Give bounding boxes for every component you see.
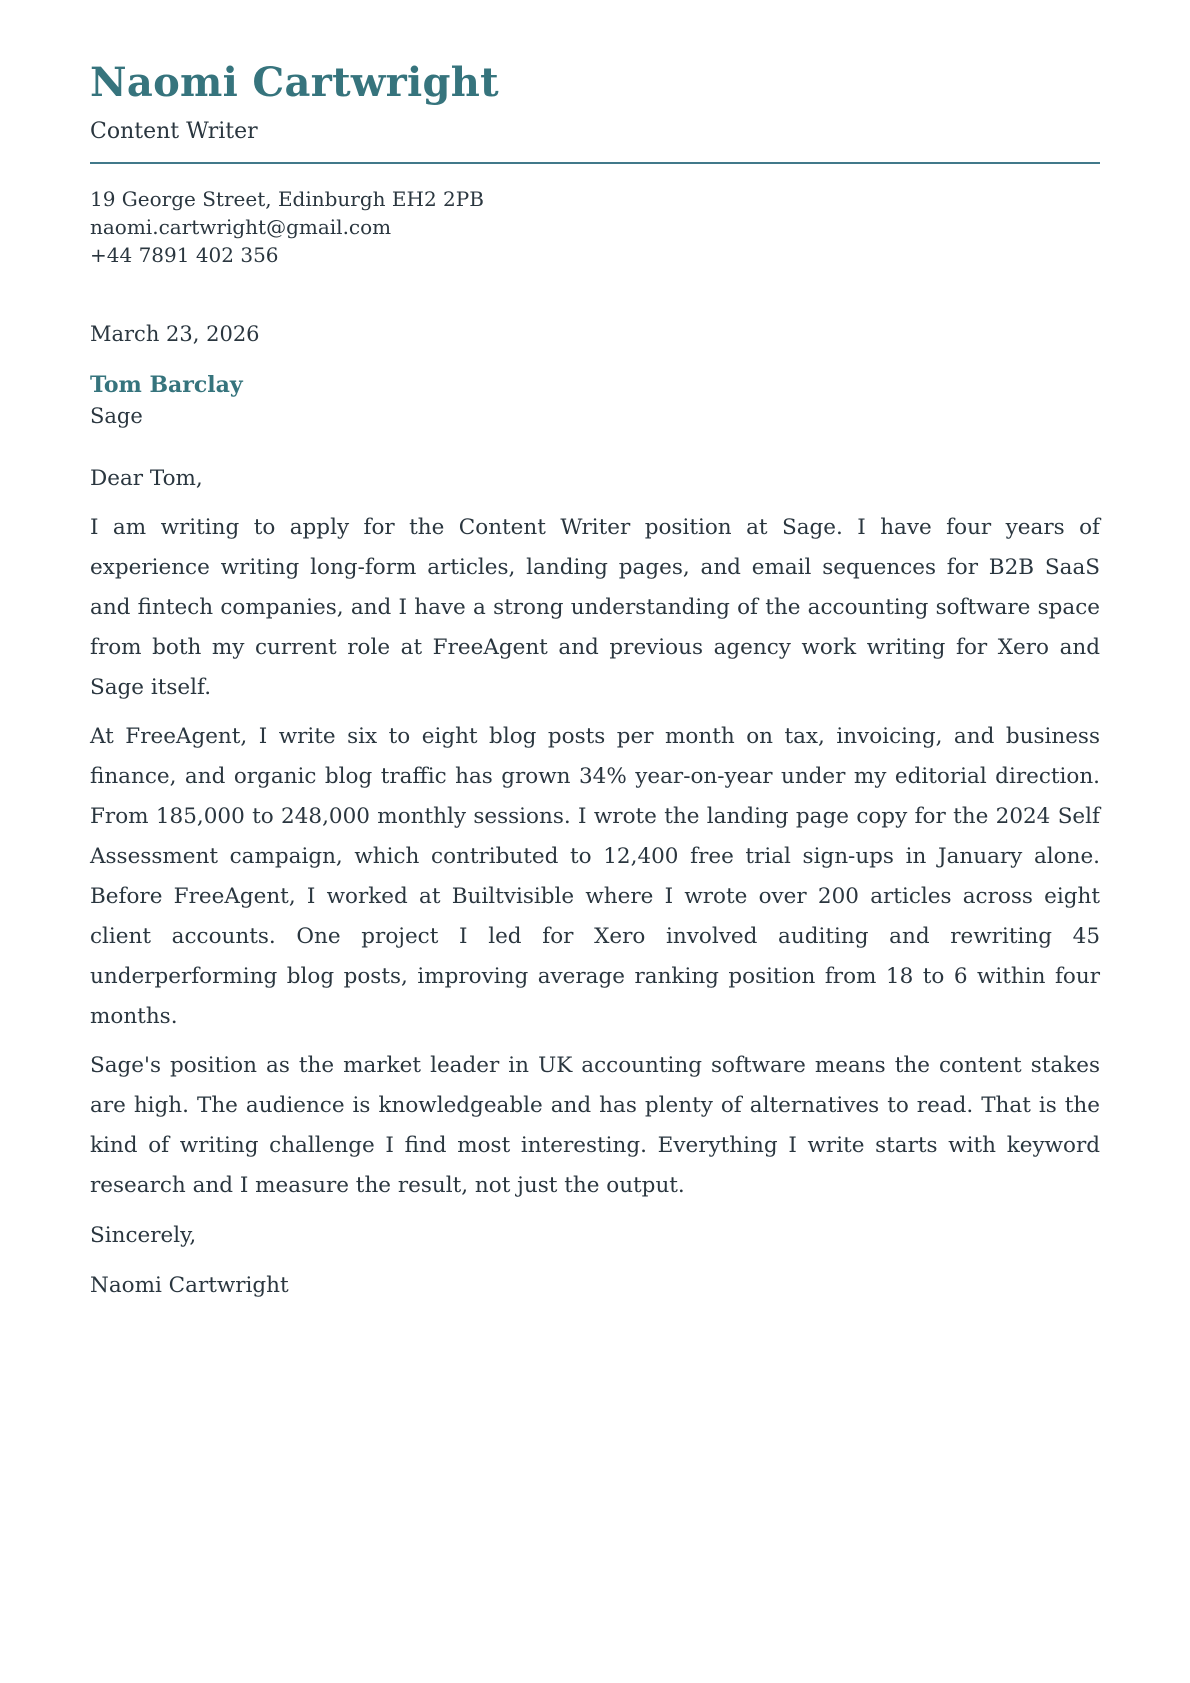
recipient-company: Sage (90, 404, 143, 428)
contact-block (90, 185, 1100, 269)
body-paragraph-1: I am writing to apply for the Content Writer position at Sage. I have four years of experience writing long-form articles, landing pages, and email sequences for B2B SaaS and fintech companies, and I have a strong understanding of the accounting software space from both my current role at FreeAgent and previous agency work writing for Xero and Sage itself. (90, 515, 1100, 700)
contact-phone: +44 7891 402 356 (90, 243, 279, 267)
header-divider (90, 162, 1100, 164)
letter-header (90, 60, 1100, 269)
author-title: Content Writer (90, 119, 258, 144)
body-paragraph-2: At FreeAgent, I write six to eight blog posts per month on tax, invoicing, and business finance, and organic blog traffic has grown 34% year-on-year under my editorial direction. From 185,000 to 248,000 monthly sessions. I wrote the landing page copy for the 2024 Self Assessment campaign, which contributed to 12,400 free trial sign-ups in January alone. Before FreeAgent, I worked at Builtvisible where I wrote over 200 articles across eight client accounts. One project I led for Xero involved auditing and rewriting 45 underperforming blog posts, improving average ranking position from 18 to 6 within four months. (90, 724, 1100, 1029)
recipient-name: Tom Barclay (90, 372, 243, 398)
contact-email: naomi.cartwright@gmail.com (90, 215, 392, 239)
salutation: Dear Tom, (90, 466, 203, 491)
recipient-block (90, 370, 1100, 432)
author-name: Naomi Cartwright (90, 59, 499, 106)
body-paragraph-3: Sage's position as the market leader in UK accounting software means the content stakes are high. The audience is knowledgeable and has plenty of alternatives to read. That is the kind of writing challenge I find most interesting. Everything I write starts with keyword research and I measure the result, not just the output. (90, 1053, 1100, 1198)
contact-address: 19 George Street, Edinburgh EH2 2PB (90, 187, 484, 211)
letter-date: March 23, 2026 (90, 322, 260, 346)
closing: Sincerely, (90, 1223, 197, 1248)
signature: Naomi Cartwright (90, 1273, 289, 1298)
letter-body (90, 319, 1100, 1306)
